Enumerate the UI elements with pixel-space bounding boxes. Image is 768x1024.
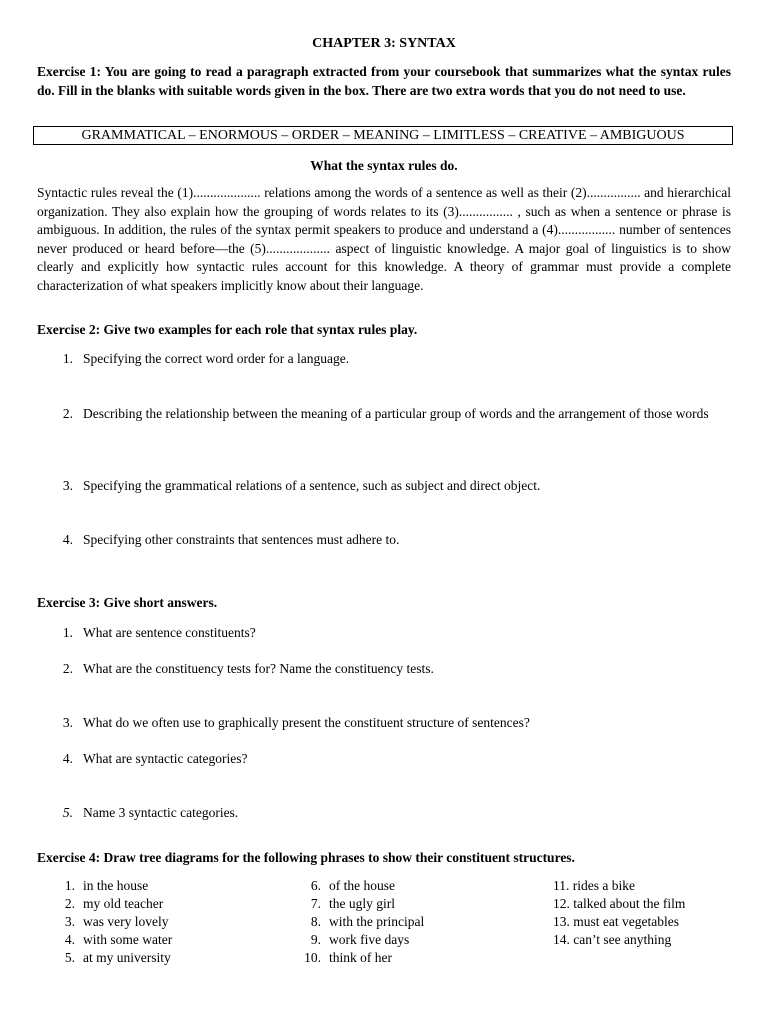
- item-text: What do we often use to graphically present the constituent structure of sentences?: [83, 715, 530, 730]
- item-number: 3.: [64, 914, 75, 929]
- item-text: Describing the relationship between the meaning of a particular group of words and the arrangement of those words: [83, 406, 709, 421]
- item-number: 2.: [62, 661, 73, 676]
- item-text: my old teacher: [83, 896, 164, 911]
- item-number: 13.: [553, 914, 570, 929]
- list-item: [295, 895, 424, 913]
- item-text: can’t see anything: [573, 932, 672, 947]
- item-number: 5.: [64, 950, 75, 965]
- exercise3-heading: Exercise 3: Give short answers.: [37, 595, 218, 610]
- item-text: rides a bike: [572, 878, 635, 893]
- item-text: Specifying the grammatical relations of a sentence, such as subject and direct object.: [83, 478, 541, 493]
- page-title: CHAPTER 3: SYNTAX: [312, 36, 456, 51]
- item-number: 12.: [553, 896, 570, 911]
- phrase-column-3: [553, 877, 685, 949]
- item-text: Specifying other constraints that sentences must adhere to.: [83, 532, 400, 547]
- exercise4-heading: Exercise 4: Draw tree diagrams for the following phrases to show their constituent structures.: [37, 850, 575, 865]
- paragraph-subtitle: What the syntax rules do.: [310, 158, 458, 173]
- item-number: 14.: [553, 932, 570, 947]
- item-text: What are the constituency tests for? Name the constituency tests.: [83, 661, 434, 676]
- list-item: [553, 895, 685, 913]
- item-number: 8.: [310, 914, 321, 929]
- exercise1-paragraph: Syntactic rules reveal the (1).................... relations among the words of a sentence as well as their (2)................ and hierarchical organization. They also explain how the grouping of words relates to its (3)................ , such as when a sentence or phrase is ambiguous. In addition, the rules of the syntax permit speakers to produce and understand a (4)................. number of sentences never produced or heard before—the (5)................... aspect of linguistic knowledge. A major goal of linguistics is to show clearly and explicitly how syntactic rules account for this knowledge. A theory of grammar must provide a complete characterization of what speakers implicitly know about their language.: [37, 185, 731, 293]
- list-item: [295, 913, 424, 931]
- word-box: GRAMMATICAL – ENORMOUS – ORDER – MEANING – LIMITLESS – CREATIVE – AMBIGUOUS: [33, 126, 733, 145]
- item-number: 2.: [62, 406, 73, 421]
- list-item: [295, 877, 424, 895]
- item-number: 4.: [62, 751, 73, 766]
- list-item: [49, 931, 172, 949]
- item-number: 3.: [62, 478, 73, 493]
- list-item: [295, 949, 424, 967]
- item-number: 4.: [64, 932, 75, 947]
- item-text: of the house: [329, 878, 395, 893]
- item-text: Specifying the correct word order for a language.: [83, 351, 350, 366]
- item-text: was very lovely: [83, 914, 169, 929]
- item-text: must eat vegetables: [573, 914, 679, 929]
- list-item: [49, 877, 172, 895]
- item-number: 5.: [62, 805, 73, 820]
- item-number: 3.: [62, 715, 73, 730]
- item-text: with the principal: [329, 914, 425, 929]
- item-number: 1.: [62, 625, 73, 640]
- exercise1-instruction: Exercise 1: You are going to read a paragraph extracted from your coursebook that summarizes what the syntax rules do. Fill in the blanks with suitable words given in the box. There are two extra words that you do not need to use.: [37, 64, 731, 98]
- item-text: What are syntactic categories?: [83, 751, 248, 766]
- item-text: talked about the film: [573, 896, 686, 911]
- item-number: 1.: [62, 351, 73, 366]
- exercise2-heading: Exercise 2: Give two examples for each role that syntax rules play.: [37, 322, 418, 337]
- item-number: 11.: [553, 878, 570, 893]
- item-text: with some water: [83, 932, 173, 947]
- list-item: [553, 877, 685, 895]
- item-text: in the house: [83, 878, 149, 893]
- list-item: [49, 895, 172, 913]
- list-item: [49, 913, 172, 931]
- list-item: [553, 913, 685, 931]
- item-text: the ugly girl: [329, 896, 395, 911]
- item-number: 9.: [310, 932, 321, 947]
- item-number: 7.: [310, 896, 321, 911]
- list-item: [49, 949, 172, 967]
- item-number: 6.: [310, 878, 321, 893]
- item-number: 10.: [304, 950, 321, 965]
- item-text: What are sentence constituents?: [83, 625, 256, 640]
- item-number: 1.: [64, 878, 75, 893]
- phrase-column-1: [49, 877, 172, 967]
- item-text: Name 3 syntactic categories.: [83, 805, 239, 820]
- item-text: at my university: [83, 950, 171, 965]
- list-item: [553, 931, 685, 949]
- item-text: think of her: [329, 950, 392, 965]
- phrase-column-2: [295, 877, 424, 967]
- list-item: [295, 931, 424, 949]
- item-text: work five days: [329, 932, 410, 947]
- item-number: 4.: [62, 532, 73, 547]
- item-number: 2.: [64, 896, 75, 911]
